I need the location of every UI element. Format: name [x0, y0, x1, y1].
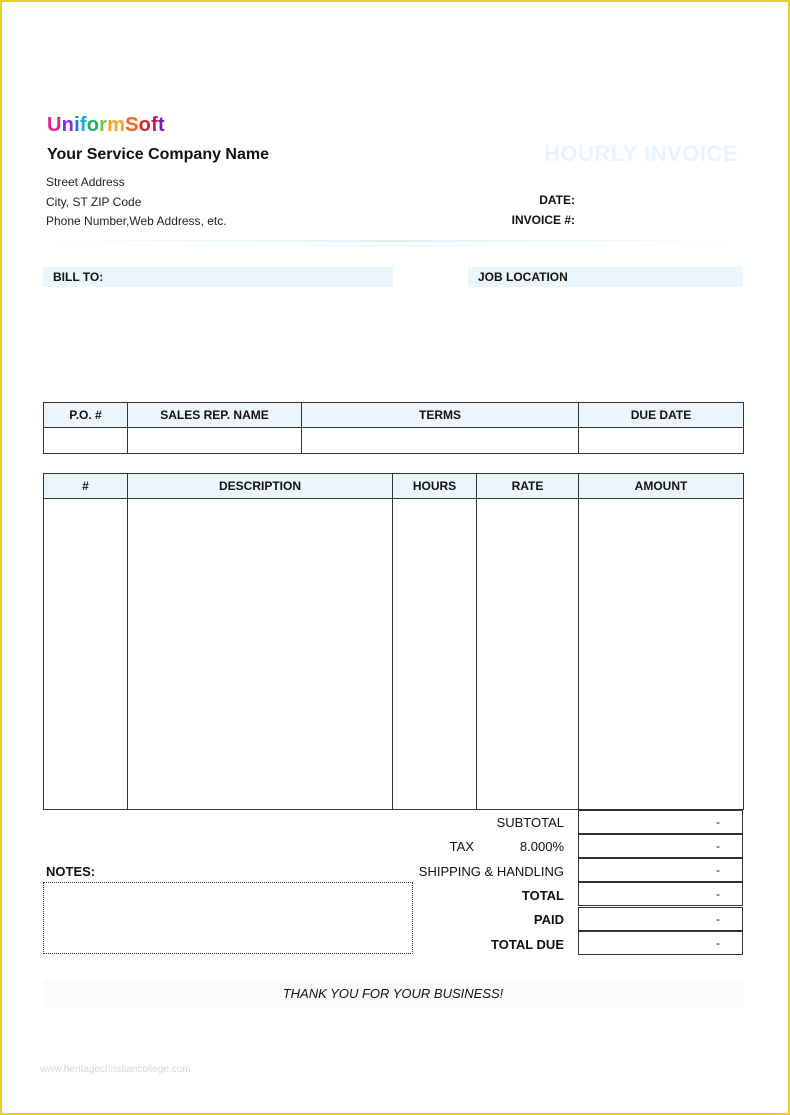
rate-column[interactable] — [477, 499, 579, 810]
amount-column[interactable] — [579, 499, 744, 810]
bill-to-label: BILL TO: — [43, 267, 393, 287]
hours-column[interactable] — [393, 499, 477, 810]
thank-you-message: THANK YOU FOR YOUR BUSINESS! — [43, 980, 743, 1008]
po-number-header: P.O. # — [44, 403, 128, 428]
logo-letter: f — [79, 114, 87, 136]
paid-value[interactable]: - — [578, 907, 743, 931]
company-city: City, ST ZIP Code — [46, 195, 142, 209]
total-due-label: TOTAL DUE — [491, 937, 564, 952]
order-info-table — [43, 402, 744, 454]
amount-header: AMOUNT — [579, 474, 744, 499]
watermark: www.heritagechristiancollege.com — [40, 1064, 191, 1075]
item-number-header: # — [44, 474, 128, 499]
total-value[interactable]: - — [578, 882, 743, 906]
total-due-value[interactable]: - — [578, 931, 743, 955]
logo-letter: t — [157, 114, 165, 136]
po-number-cell[interactable] — [44, 428, 128, 454]
subtotal-value[interactable]: - — [578, 810, 743, 834]
company-street: Street Address — [46, 175, 125, 189]
paid-label: PAID — [533, 912, 564, 927]
description-header: DESCRIPTION — [128, 474, 393, 499]
tax-label: TAX — [449, 839, 474, 854]
invoice-number-label: INVOICE #: — [511, 213, 575, 227]
logo-letter: i — [74, 114, 80, 136]
tax-rate[interactable]: 8.000% — [519, 839, 564, 854]
company-contact: Phone Number,Web Address, etc. — [46, 214, 227, 228]
hours-header: HOURS — [393, 474, 477, 499]
company-logo — [47, 114, 165, 137]
logo-letter: f — [151, 114, 158, 136]
total-label: TOTAL — [521, 888, 564, 903]
logo-letter: r — [99, 114, 108, 136]
line-items-table — [43, 473, 744, 810]
date-label: DATE: — [539, 193, 575, 207]
terms-header: TERMS — [302, 403, 579, 428]
tax-value[interactable]: - — [578, 834, 743, 858]
due-date-cell[interactable] — [579, 428, 744, 454]
sales-rep-header: SALES REP. NAME — [128, 403, 302, 428]
header-divider-2 — [46, 245, 742, 246]
logo-letter: o — [86, 114, 100, 136]
header-divider — [46, 240, 742, 242]
logo-letter: S — [125, 114, 139, 136]
shipping-label: SHIPPING & HANDLING — [418, 864, 564, 879]
item-number-column[interactable] — [44, 499, 128, 810]
logo-letter: U — [47, 114, 62, 136]
job-location-label: JOB LOCATION — [468, 267, 743, 287]
document-title: HOURLY INVOICE — [543, 141, 738, 166]
sales-rep-cell[interactable] — [128, 428, 302, 454]
logo-letter: n — [61, 114, 75, 136]
logo-letter: m — [107, 114, 126, 136]
terms-cell[interactable] — [302, 428, 579, 454]
notes-label: NOTES: — [46, 864, 96, 879]
shipping-value[interactable]: - — [578, 858, 743, 882]
logo-letter: o — [138, 114, 152, 136]
due-date-header: DUE DATE — [579, 403, 744, 428]
rate-header: RATE — [477, 474, 579, 499]
notes-field[interactable] — [43, 882, 413, 954]
company-name: Your Service Company Name — [47, 146, 270, 163]
subtotal-label: SUBTOTAL — [496, 815, 564, 830]
description-column[interactable] — [128, 499, 393, 810]
